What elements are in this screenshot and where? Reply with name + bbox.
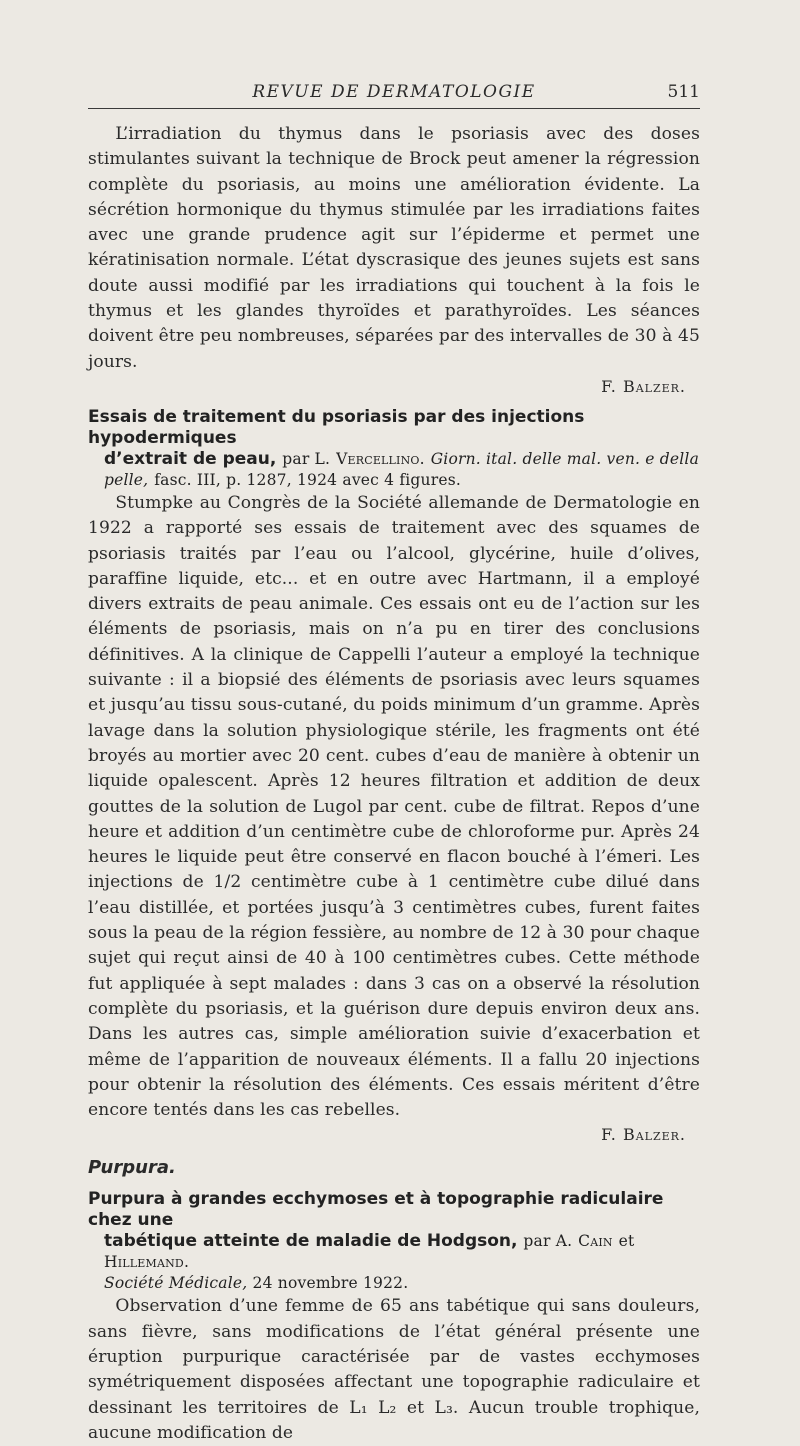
article3-title-line1: Purpura à grandes ecchymoses et à topographie radiculaire chez une	[88, 1189, 664, 1231]
article1-paragraph: L’irradiation du thymus dans le psoriasis avec des doses stimulantes suivant la technique de Brock peut amener la régression complète du psoriasis, au moins une amélioration évidente. La sécrétion hormonique du thymus stimulée par les irradiations faites avec une grande prudence agit sur l’épiderme et permet une kératinisation normale. L’état dyscrasique des jeunes sujets est sans doute aussi modifié par les irradiations qui touchent à la fois le thymus et les glandes thyroïdes et parathyroïdes. Les séances doivent être peu nombreuses, séparées par des intervalles de 30 à 45 jours.	[88, 124, 700, 372]
article1-signature: F. Balzer.	[601, 376, 686, 396]
article3-title-line2: tabétique atteinte de maladie de Hodgson,	[104, 1231, 518, 1252]
article2-paragraph: Stumpke au Congrès de la Société allemande de Dermatologie en 1922 a rapporté ses essais de traitement avec des squames de psoriasis traités par l’eau ou l’alcool, glycérine, huile d’olives, paraffine liquide, etc... et en outre avec Hartmann, il a employé divers extraits de peau animale. Ces essais ont eu de l’action sur les éléments de psoriasis, mais on n’a pu en tirer des conclusions définitives. A la clinique de Cappelli l’auteur a employé la technique suivante : il a biopsié des éléments de psoriasis avec leurs squames et jusqu’au tissu sous-cutané, du poids minimum d’un gramme. Après lavage dans la solution physiologique stérile, les fragments ont été broyés au mortier avec 20 cent. cubes d’eau de manière à obtenir un liquide opalescent. Après 12 heures filtration et addition de deux gouttes de la solution de Lugol par cent. cube de filtrat. Repos d’une heure et addition d’un centimètre cube de chloroforme pur. Après 24 heures le liquide peut être conservé en flacon bouché à l’émeri. Les injections de 1/2 centimètre cube à 1 centimètre cube dilué dans l’eau distillée, et portées jusqu’à 3 centimètres cubes, furent faites sous la peau de la région fessière, au nombre de 12 à 30 pour chaque sujet qui reçut ainsi de 40 à 100 centimètres cubes. Cette méthode fut appliquée à sept malades : dans 3 cas on a observé la résolution complète du psoriasis, et la guérison dure depuis environ deux ans. Dans les autres cas, simple amélioration suivie d’exacerbation et même de l’apparition de nouveaux éléments. Il a fallu 20 injections pour obtenir la résolution des éléments. Ces essais méritent d’être encore tentés dans les cas rebelles.	[88, 492, 700, 1121]
article3-author-prefix: par A.	[523, 1232, 573, 1251]
article3-heading	[88, 1189, 700, 1294]
article3-author1: Cain	[578, 1232, 613, 1251]
article2-author: Vercellino.	[336, 449, 425, 468]
article2-journal: Giorn. ital. delle mal. ven. e della pelle,	[104, 449, 700, 489]
article3-journal: Société Médicale,	[104, 1274, 248, 1293]
article3-author2: Hillemand.	[104, 1253, 190, 1272]
article2-author-prefix: par L.	[282, 449, 331, 468]
section-title: Purpura.	[88, 1157, 176, 1179]
article3-source	[88, 1273, 700, 1294]
article3-title-line2-block	[88, 1231, 700, 1273]
article2-title-line1: Essais de traitement du psoriasis par des injections hypodermiques	[88, 406, 585, 448]
page-body	[88, 122, 700, 1446]
article3-date: 24 novembre 1922.	[252, 1274, 409, 1293]
article2-title-line2-block	[88, 449, 700, 491]
article3-author-join: et	[618, 1232, 635, 1251]
article3-paragraph: Observation d’une femme de 65 ans tabétique qui sans douleurs, sans fièvre, sans modifications de l’état général présente une éruption purpurique caractérisée par de vastes ecchymoses symétriquement disposées affectant une topographie radiculaire et dessinant les territoires de L₁ L₂ et L₃. Aucun trouble trophique, aucune modification de	[88, 1296, 700, 1443]
article2-citation: fasc. III, p. 1287, 1924 avec 4 figures.	[154, 470, 462, 489]
journal-title: REVUE DE DERMATOLOGIE	[252, 82, 536, 102]
article2-signature: F. Balzer.	[601, 1125, 686, 1145]
article2-title-line2: d’extrait de peau,	[104, 448, 277, 469]
running-header	[88, 78, 700, 109]
page-number: 511	[667, 82, 700, 102]
article2-heading	[88, 407, 700, 491]
